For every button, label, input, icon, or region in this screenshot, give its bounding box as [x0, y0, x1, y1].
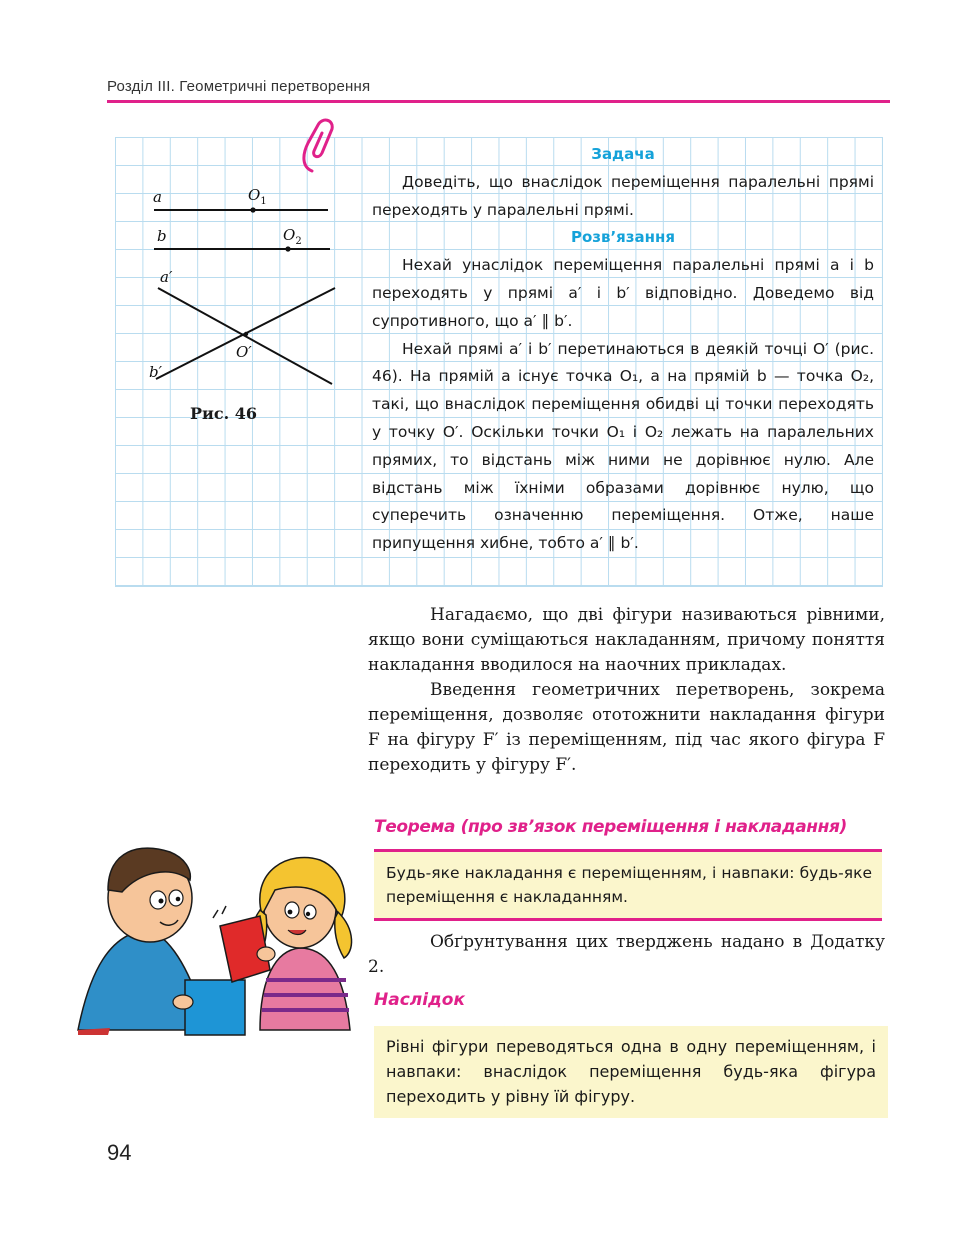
corollary-box — [374, 1026, 888, 1118]
point-o1 — [250, 207, 255, 212]
theorem-text: Будь-яке накладання є переміщенням, і навпаки: будь-яке переміщення є накладанням. — [386, 864, 872, 906]
main-paragraph-2: Введення геометричних перетворень, зокрема переміщення, дозволяє ототожнити накладання фігури F на фігуру F′ із переміщенням, під час якого фігура F переходить у фігуру F′. — [368, 680, 885, 775]
task-title: Задача — [591, 145, 655, 163]
solution-paragraph-1: Нехай унаслідок переміщення паралельні прямі a і b переходять у прямі a′ і b′ відповідно. Доведемо від супротивного, що a′ ∥ b′. — [372, 256, 874, 330]
label-b: b — [157, 227, 167, 245]
figure-caption: Рис. 46 — [190, 404, 258, 423]
paperclip-icon — [298, 117, 342, 175]
corollary-text: Рівні фігури переводяться одна в одну переміщенням, і навпаки: внаслідок переміщення будь-яка фігура переходить у рівну їй фігуру. — [386, 1037, 876, 1106]
label-b-prime: b′ — [149, 363, 163, 381]
label-o1-sub: 1 — [260, 196, 267, 207]
label-o2: O — [283, 226, 296, 244]
task-section — [372, 141, 874, 558]
theorem-box — [374, 849, 882, 921]
svg-text:O1 — [248, 186, 267, 207]
task-statement: Доведіть, що внаслідок переміщення паралельні прямі переходять у паралельні прямі. — [372, 172, 874, 219]
children-with-cubes-illustration — [70, 830, 360, 1040]
theorem-title: Теорема (про зв’язок переміщення і накладання) — [374, 817, 847, 837]
corollary-title: Наслідок — [374, 990, 466, 1010]
solution-title: Розв’язання — [570, 228, 676, 247]
solution-paragraph-2: Нехай прямі a′ і b′ перетинаються в деякій точці O′ (рис. 46). На прямій a існує точка O₁, а на прямій b — точка O₂, такі, що внаслідок переміщення обидві ці точки переходять у точку O′. Оскільки точки O₁ і O₂ лежать на паралельних прямих, то відстань між ними не дорівнює нулю. Але відстань між їхніми образами дорівнює нулю, що суперечить означенню переміщення. Отже, наше припущення хибне, тобто a′ ∥ b′. — [372, 339, 874, 553]
main-text-block — [368, 603, 885, 778]
label-o-prime: O′ — [236, 343, 252, 361]
main-paragraph-1: Нагадаємо, що дві фігури називаються рівними, якщо вони суміщаються накладанням, причому поняття накладання вводилося на наочних прикладах. — [368, 605, 885, 675]
header-rule — [107, 100, 890, 103]
label-a: a — [153, 188, 162, 206]
point-o2 — [285, 246, 290, 251]
svg-text:O2 — [283, 226, 302, 247]
figure-46 — [140, 180, 350, 395]
point-o-prime — [244, 332, 248, 336]
main-paragraph-3: Обґрунтування цих тверджень надано в Додатку 2. — [368, 932, 885, 977]
justification-text — [368, 930, 885, 980]
label-o1: O — [248, 186, 261, 204]
label-a-prime: a′ — [160, 268, 173, 286]
section-header: Розділ ІІІ. Геометричні перетворення — [107, 78, 371, 95]
label-o2-sub: 2 — [295, 236, 302, 247]
page-number: 94 — [107, 1140, 132, 1165]
